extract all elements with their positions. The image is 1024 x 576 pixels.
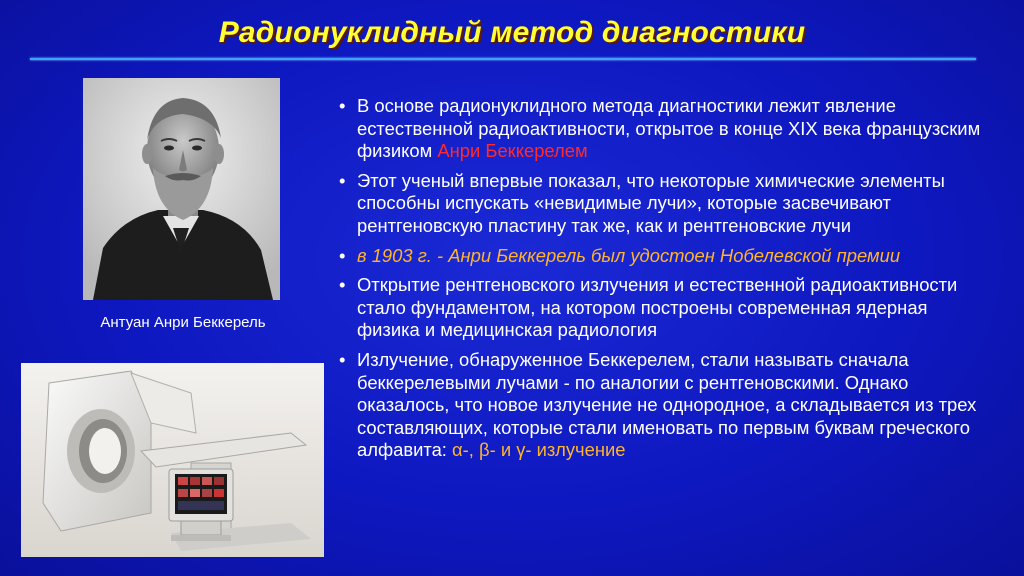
title-underline: [30, 58, 976, 60]
bullet-list: [338, 95, 988, 469]
portrait-caption: Антуан Анри Беккерель: [100, 314, 266, 331]
bullet-text: Этот ученый впервые показал, что некоторые химические элементы способны испускать «невидимые лучи», которые засвечивают рентгеновскую пластину так же, как и рентгеновские лучи: [357, 169, 945, 236]
slide-title: Радионуклидный метод диагностики: [218, 16, 806, 49]
bullet-marker: •: [339, 95, 346, 116]
bullet-item: [338, 170, 988, 238]
bullet-item: [338, 95, 988, 163]
bullet-text: Излучение, обнаруженное Беккерелем, стали называть сначала беккерелевыми лучами - по аналогии с рентгеновскими. Однако оказалось, что новое излучение не однородное, а складывается из трех составляющих, которые стали именовать по первым буквам греческого алфавита:: [357, 348, 977, 461]
bullet-marker: •: [339, 244, 346, 266]
portrait-photo: [83, 78, 280, 300]
bullet-marker: •: [339, 274, 346, 296]
bullet-text: В основе радионуклидного метода диагностики лежит явление естественной радиоактивности, открытое в конце XIX века французским физиком: [357, 95, 981, 162]
bullet-text-nobel: в 1903 г. - Анри Беккерель был удостоен Нобелевской премии: [357, 244, 901, 266]
bullet-marker: •: [339, 169, 346, 191]
bullet-item: [338, 349, 988, 462]
bullet-marker: •: [339, 348, 346, 370]
bullet-item: [338, 274, 988, 342]
scanner-photo: [21, 363, 324, 557]
bullet-text: Открытие рентгеновского излучения и естественной радиоактивности стало фундаментом, на котором построены современная ядерная физика и медицинская радиология: [357, 274, 958, 341]
bullet-item: [338, 245, 988, 268]
bullet-highlight-becquerel: Анри Беккерелем: [437, 140, 588, 162]
bullet-highlight-radiation: α-, β- и γ- излучение: [452, 439, 626, 461]
